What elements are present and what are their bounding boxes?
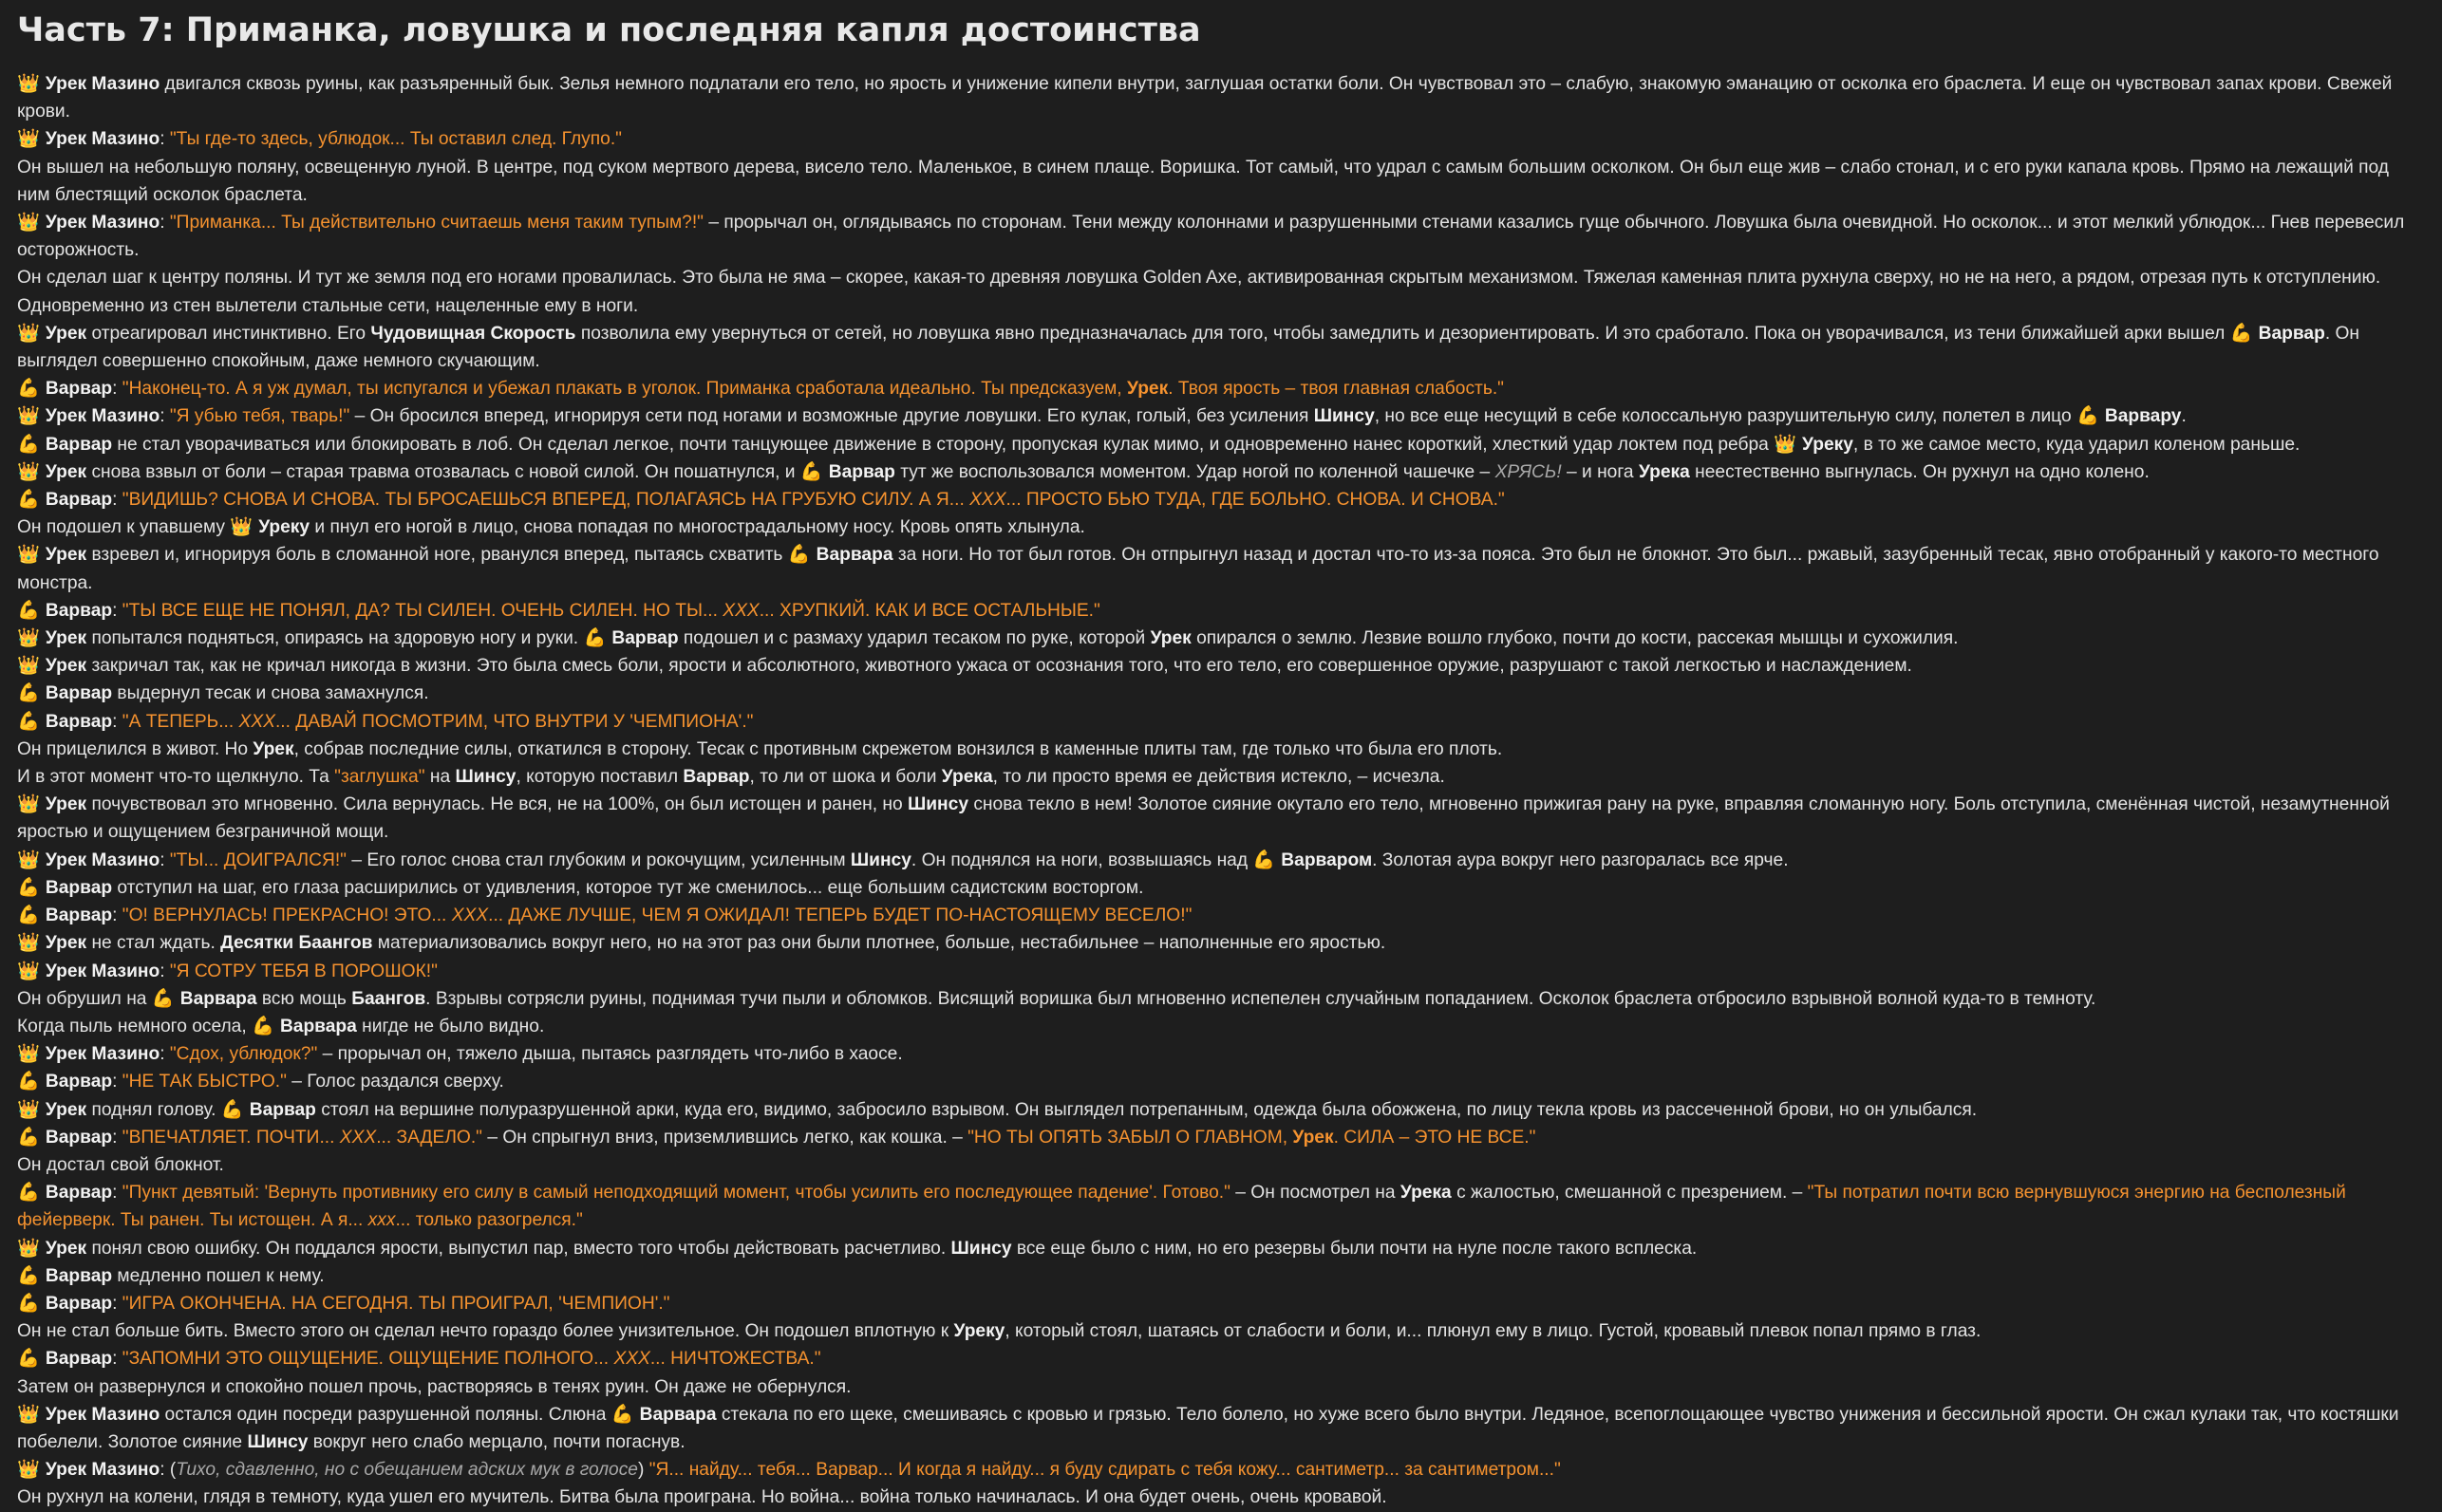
character-name: Варвар: [611, 628, 679, 649]
character-name: Урек: [1150, 628, 1192, 649]
character-name: Варвар: [45, 877, 113, 898]
narration-text: . Взрывы сотрясли руины, поднимая тучи пыли и обломков. Висящий воришка был мгновенно испепелен случайным попаданием. Осколок браслета отбросило взрывной волной куда-то в темноту.: [425, 988, 2096, 1009]
crown-icon: 👑: [17, 323, 40, 344]
narration-text: :: [160, 213, 170, 233]
narration-text: ): [637, 1460, 649, 1481]
story-paragraph: [17, 1262, 2425, 1290]
dialogue-quote-emphasis: ХХХ: [723, 600, 760, 621]
narration-text: :: [112, 1293, 122, 1314]
story-paragraph: [17, 1345, 2425, 1372]
narration-text: поднял голову.: [86, 1099, 221, 1120]
story-paragraph: [17, 929, 2425, 957]
character-name: Варвар: [45, 1349, 113, 1370]
character-name: Варвар: [45, 379, 113, 400]
narration-text: , в то же самое место, куда ударил коленом раньше.: [1852, 434, 2301, 455]
narration-text: :: [112, 1183, 122, 1204]
story-paragraph: [17, 625, 2425, 652]
dialogue-quote: "Я убью тебя, тварь!": [169, 406, 350, 427]
flexed-biceps-icon: 💪: [151, 988, 175, 1009]
narration-text: стекала по его щеке, смешиваясь с кровью и грязью. Тело болело, но хуже всего было внутри. Ледяное, всепоглощающее чувство унижения и бессильной ярости. Он сжал кулаки так, что костяшки побелели. Золотое сияние: [17, 1404, 2399, 1452]
flexed-biceps-icon: 💪: [17, 1072, 40, 1092]
story-paragraph: [17, 431, 2425, 458]
dialogue-quote: "А ТЕПЕРЬ...: [122, 711, 239, 732]
story-paragraph: [17, 70, 2425, 125]
character-name: Варвар: [45, 711, 113, 732]
dialogue-quote: ... ДАВАЙ ПОСМОТРИМ, ЧТО ВНУТРИ У 'ЧЕМПИОНА'.": [274, 711, 754, 732]
character-name: Урек Мазино: [45, 74, 160, 94]
narration-text: опирался о землю. Лезвие вошло глубоко, почти до кости, рассекая мышцы и сухожилия.: [1191, 628, 1959, 649]
narration-text: Он вышел на небольшую поляну, освещенную луной. В центре, под суком мертвого дерева, висело тело. Маленькое, в синем плаще. Воришка. Тот самый, что удрал с самым большим осколком. Он был еще жив – слабо стонал, и с его руки капала кровь. Прямо на лежащий под ним блестящий осколок браслета.: [17, 157, 2389, 205]
narration-text: – и нога: [1561, 461, 1639, 482]
dialogue-quote: "ТЫ... ДОИГРАЛСЯ!": [169, 849, 347, 870]
character-name: Шинсу: [247, 1431, 309, 1452]
dialogue-quote-emphasis: ХХХ: [613, 1349, 650, 1370]
story-paragraph: [17, 1373, 2425, 1401]
story-paragraph: [17, 1179, 2425, 1234]
flexed-biceps-icon: 💪: [17, 434, 40, 455]
narration-text: не стал уворачиваться или блокировать в лоб. Он сделал легкое, почти танцующее движение в сторону, пропуская кулак мимо, и одновременно нанес короткий, хлесткий удар локтем под ребра: [112, 434, 1775, 455]
story-paragraph: [17, 513, 2425, 541]
story-paragraph: [17, 958, 2425, 985]
narration-text: Он прицелился в живот. Но: [17, 738, 254, 759]
character-name: Урек Мазино: [45, 1460, 160, 1481]
character-name: Варвар: [249, 1099, 316, 1120]
character-name: Баангов: [351, 988, 426, 1009]
dialogue-quote-emphasis: ххх: [367, 1210, 396, 1231]
narration-text: , то ли от шока и боли: [749, 767, 942, 788]
dialogue-quote: "ВИДИШЬ? СНОВА И СНОВА. ТЫ БРОСАЕШЬСЯ ВПЕРЕД, ПОЛАГАЯСЬ НА ГРУБУЮ СИЛУ. А Я...: [122, 490, 970, 511]
character-name: Варвар: [45, 1293, 113, 1314]
narration-text: почувствовал это мгновенно. Сила вернулась. Не вся, не на 100%, он был истощен и ранен, но: [86, 794, 908, 815]
narration-text: .: [2181, 406, 2187, 427]
character-name: Урек Мазино: [45, 1404, 160, 1425]
crown-icon: 👑: [17, 1460, 40, 1481]
story-paragraph: [17, 541, 2425, 596]
story-paragraph: [17, 1290, 2425, 1317]
crown-icon: 👑: [17, 406, 40, 427]
narration-text: :: [160, 1044, 170, 1065]
story-paragraph: [17, 680, 2425, 707]
crown-icon: 👑: [17, 794, 40, 815]
flexed-biceps-icon: 💪: [17, 1127, 40, 1148]
narration-text: Он рухнул на колени, глядя в темноту, куда ушел его мучитель. Битва была проиграна. Но война... война только начиналась. И она будет очень, очень кровавой.: [17, 1487, 1387, 1508]
character-name: Урек: [45, 794, 87, 815]
dialogue-quote: ... ПРОСТО БЬЮ ТУДА, ГДЕ БОЛЬНО. СНОВА. И СНОВА.": [1005, 490, 1505, 511]
story-paragraph: [17, 736, 2425, 763]
story-paragraph: [17, 402, 2425, 430]
narration-text: тут же воспользовался моментом. Удар ногой по коленной чашечке –: [894, 461, 1495, 482]
crown-icon: 👑: [17, 656, 40, 677]
story-paragraph: [17, 763, 2425, 791]
narration-text: :: [112, 490, 122, 511]
character-name: Урек Мазино: [45, 129, 160, 150]
narration-text: :: [112, 905, 122, 926]
narration-text: подошел и с размаху ударил тесаком по руке, которой: [678, 628, 1151, 649]
flexed-biceps-icon: 💪: [610, 1404, 634, 1425]
character-name: Урека: [941, 767, 993, 788]
narration-text: двигался сквозь руины, как разъяренный бык. Зелья немного подлатали его тело, но ярость и унижение кипели внутри, заглушая остатки боли. Он чувствовал это – слабую, знакомую эманацию от осколка его браслета. И еще он чувствовал запах крови. Свежей крови.: [17, 74, 2393, 122]
narration-text: Затем он развернулся и спокойно пошел прочь, растворяясь в тенях руин. Он даже не обернулся.: [17, 1376, 852, 1397]
crown-icon: 👑: [17, 129, 40, 150]
story-paragraph: [17, 902, 2425, 929]
narration-text: снова взвыл от боли – старая травма отозвалась с новой силой. Он пошатнулся, и: [86, 461, 800, 482]
character-name: Варвар: [683, 767, 750, 788]
narration-text: Когда пыль немного осела,: [17, 1016, 253, 1036]
narration-text: Он сделал шаг к центру поляны. И тут же земля под его ногами провалилась. Это была не яма – скорее, какая-то древняя ловушка Golden Axe, активированная скрытым механизмом. Тяжелая каменная плита рухнула сверху, но не на него, а рядом, отрезая путь к отступлению. Одновременно из стен вылетели стальные сети, нацеленные ему в ноги.: [17, 268, 2381, 316]
story-paragraph: [17, 1401, 2425, 1456]
narration-text: – прорычал он, тяжело дыша, пытаясь разглядеть что-либо в хаосе.: [317, 1044, 903, 1065]
dialogue-quote-name: Урек: [1292, 1127, 1334, 1148]
dialogue-quote: ... только разогрелся.": [395, 1210, 583, 1231]
dialogue-quote: "Ты где-то здесь, ублюдок... Ты оставил след. Глупо.": [169, 129, 622, 150]
narration-text: , которую поставил: [516, 767, 684, 788]
flexed-biceps-icon: 💪: [17, 1265, 40, 1286]
character-name: Варваром: [1281, 849, 1373, 870]
crown-icon: 👑: [230, 517, 254, 538]
story-paragraph: [17, 847, 2425, 874]
narration-text: :: [112, 1072, 122, 1092]
narration-text: :: [112, 1349, 122, 1370]
story-paragraph: [17, 1235, 2425, 1262]
dialogue-quote: "О! ВЕРНУЛАСЬ! ПРЕКРАСНО! ЭТО...: [122, 905, 452, 926]
narration-text: . Золотая аура вокруг него разгоралась все ярче.: [1372, 849, 1789, 870]
flexed-biceps-icon: 💪: [17, 1183, 40, 1204]
crown-icon: 👑: [17, 1238, 40, 1259]
dialogue-quote: ... НИЧТОЖЕСТВА.": [649, 1349, 821, 1370]
flexed-biceps-icon: 💪: [17, 711, 40, 732]
narration-text: – прорычал он, оглядываясь по сторонам. Тени между колоннами и разрушенными стенами казались гуще обычного. Ловушка была очевидной. Но осколок... и этот мелкий ублюдок... Гнев перевесил осторожность.: [17, 213, 2405, 261]
dialogue-quote: . Твоя ярость – твоя главная слабость.": [1168, 379, 1504, 400]
dialogue-quote: "ВПЕЧАТЛЯЕТ. ПОЧТИ...: [122, 1127, 340, 1148]
story-paragraph: [17, 375, 2425, 402]
character-name: Уреку: [953, 1321, 1005, 1342]
crown-icon: 👑: [17, 545, 40, 566]
narration-text: :: [112, 1127, 122, 1148]
narration-text: на: [424, 767, 456, 788]
character-name: Варвар: [45, 434, 113, 455]
character-name: Урек: [45, 545, 87, 566]
narration-text: закричал так, как не кричал никогда в жизни. Это была смесь боли, ярости и абсолютного, животного ужаса от осознания того, что его тело, его совершенное оружие, разрушают с такой легкостью и наслаждением.: [86, 656, 1912, 677]
character-name: Урек: [45, 933, 87, 954]
character-name: Шинсу: [907, 794, 968, 815]
story-paragraph: [17, 985, 2425, 1013]
story-paragraph: [17, 320, 2425, 375]
story-text: [17, 70, 2425, 1512]
story-paragraph: [17, 154, 2425, 209]
character-name: Урек Мазино: [45, 1044, 160, 1065]
narration-text: – Он спрыгнул вниз, приземлившись легко, как кошка. –: [482, 1127, 968, 1148]
dialogue-quote: "ИГРА ОКОНЧЕНА. НА СЕГОДНЯ. ТЫ ПРОИГРАЛ, 'ЧЕМПИОН'.": [122, 1293, 670, 1314]
story-paragraph: [17, 1484, 2425, 1511]
dialogue-quote: "ТЫ ВСЕ ЕЩЕ НЕ ПОНЯЛ, ДА? ТЫ СИЛЕН. ОЧЕНЬ СИЛЕН. НО ТЫ...: [122, 600, 723, 621]
character-name: Уреку: [258, 517, 310, 538]
story-paragraph: [17, 791, 2425, 846]
character-name: Варвар: [45, 1127, 113, 1148]
flexed-biceps-icon: 💪: [17, 1293, 40, 1314]
crown-icon: 👑: [17, 461, 40, 482]
crown-icon: 👑: [17, 933, 40, 954]
crown-icon: 👑: [17, 1099, 40, 1120]
narration-text: :: [112, 711, 122, 732]
character-name: Варвара: [179, 988, 257, 1009]
character-name: Урек Мазино: [45, 213, 160, 233]
narration-text: – Он бросился вперед, игнорируя сети под ногами и возможные другие ловушки. Его кулак, голый, без усиления: [349, 406, 1314, 427]
narration-text: , собрав последние силы, откатился в сторону. Тесак с противным скрежетом вонзился в каменные плиты там, где только что была его плоть.: [293, 738, 1503, 759]
dialogue-quote-emphasis: ХХХ: [451, 905, 489, 926]
character-name: Десятки Баангов: [220, 933, 373, 954]
narration-text: выдернул тесак и снова замахнулся.: [112, 683, 429, 704]
story-paragraph: [17, 1096, 2425, 1124]
narration-text: – Голос раздался сверху.: [286, 1072, 504, 1092]
character-name: Варвар: [45, 1183, 113, 1204]
narration-text: материализовались вокруг него, но на этот раз они были плотнее, больше, нестабильнее – наполненные его яростью.: [372, 933, 1386, 954]
story-paragraph: [17, 486, 2425, 513]
character-name: Урека: [1399, 1183, 1452, 1204]
crown-icon: 👑: [17, 74, 40, 94]
narration-text: неестественно выгнулась. Он рухнул на одно колено.: [1689, 461, 2150, 482]
narration-text: , то ли просто время ее действия истекло, – исчезла.: [992, 767, 1445, 788]
character-name: Варвара: [639, 1404, 717, 1425]
flexed-biceps-icon: 💪: [252, 1016, 274, 1036]
story-paragraph: [17, 1456, 2425, 1484]
character-name: Урек: [45, 461, 87, 482]
narration-text: попытался подняться, опираясь на здоровую ногу и руки.: [86, 628, 584, 649]
character-name: Варвар: [45, 683, 113, 704]
narration-text: – Его голос снова стал глубоким и рокочущим, усиленным: [347, 849, 851, 870]
character-name: Урека: [1638, 461, 1690, 482]
narration-text: снова текло в нем! Золотое сияние окутало его тело, мгновенно прижигая рану на руке, вправляя сломанную ногу. Боль отступила, сменённая чистой, незамутненной яростью и ощущением безграничной мощи.: [17, 794, 2390, 843]
flexed-biceps-icon: 💪: [2229, 323, 2253, 344]
story-paragraph: [17, 458, 2425, 486]
character-name: Варвар: [45, 600, 113, 621]
dialogue-quote: "Приманка... Ты действительно считаешь меня таким тупым?!": [169, 213, 704, 233]
flexed-biceps-icon: 💪: [17, 490, 40, 511]
story-paragraph: [17, 209, 2425, 264]
character-name: Урек: [45, 323, 87, 344]
narration-text: и пнул его ногой в лицо, снова попадая по многострадальному носу. Кровь опять хлынула.: [310, 517, 1085, 538]
character-name: Уреку: [1802, 434, 1853, 455]
character-name: Урек: [45, 628, 87, 649]
dialogue-quote: "Пункт девятый: 'Вернуть противнику его силу в самый неподходящий момент, чтобы усилить его последующее падение'. Готово.": [122, 1183, 1230, 1204]
flexed-biceps-icon: 💪: [787, 545, 811, 566]
dialogue-quote: "Сдох, ублюдок?": [169, 1044, 318, 1065]
story-paragraph: [17, 1151, 2425, 1179]
story-paragraph: [17, 125, 2425, 153]
crown-icon: 👑: [17, 628, 40, 649]
narration-text: с жалостью, смешанной с презрением. –: [1451, 1183, 1808, 1204]
dialogue-quote: "ЗАПОМНИ ЭТО ОЩУЩЕНИЕ. ОЩУЩЕНИЕ ПОЛНОГО...: [122, 1349, 614, 1370]
character-name: Чудовищная Скорость: [370, 323, 576, 344]
dialogue-quote: "НО ТЫ ОПЯТЬ ЗАБЫЛ О ГЛАВНОМ,: [967, 1127, 1293, 1148]
story-paragraph: [17, 597, 2425, 625]
character-name: Варвар: [828, 461, 895, 482]
narration-text: :: [112, 600, 122, 621]
narration-text: Он подошел к упавшему: [17, 517, 231, 538]
flexed-biceps-icon: 💪: [583, 628, 607, 649]
dialogue-quote: . СИЛА – ЭТО НЕ ВСЕ.": [1333, 1127, 1536, 1148]
narration-text: всю мощь: [256, 988, 352, 1009]
dialogue-quote: "Наконец-то. А я уж думал, ты испугался и убежал плакать в уголок. Приманка сработала идеально. Ты предсказуем,: [122, 379, 1127, 400]
narration-text: за ноги. Но тот был готов. Он отпрыгнул назад и достал что-то из-за пояса. Это был не блокнот. Это был... ржавый, зазубренный тесак, явно отобранный у какого-то местного монстра.: [17, 545, 2379, 593]
story-paragraph: [17, 652, 2425, 680]
crown-icon: 👑: [17, 849, 40, 870]
character-name: Варвара: [816, 545, 893, 566]
flexed-biceps-icon: 💪: [220, 1099, 244, 1120]
narration-text: отступил на шаг, его глаза расширились от удивления, которое тут же сменилось... еще большим садистским восторгом.: [112, 877, 1144, 898]
narration-text: позволила ему увернуться от сетей, но ловушка явно предназначалась для того, чтобы замедлить и дезориентировать. И это сработало. Пока он уворачивался, из тени ближайшей арки вышел: [575, 323, 2230, 344]
crown-icon: 👑: [1774, 434, 1797, 455]
story-paragraph: [17, 1317, 2425, 1345]
flexed-biceps-icon: 💪: [799, 461, 823, 482]
story-paragraph: [17, 874, 2425, 902]
narration-text: нигде не было видно.: [356, 1016, 545, 1036]
character-name: Урек Мазино: [45, 849, 160, 870]
sound-or-stage-direction: ХРЯСЬ!: [1494, 461, 1562, 482]
sound-or-stage-direction: Тихо, сдавленно, но с обещанием адских мук в голосе: [176, 1460, 638, 1481]
character-name: Варвара: [279, 1016, 357, 1036]
character-name: Шинсу: [850, 849, 911, 870]
dialogue-quote-emphasis: ХХХ: [339, 1127, 377, 1148]
dialogue-quote: "Я СОТРУ ТЕБЯ В ПОРОШОК!": [169, 961, 438, 981]
story-paragraph: [17, 708, 2425, 736]
narration-text: Он обрушил на: [17, 988, 152, 1009]
flexed-biceps-icon: 💪: [2076, 406, 2099, 427]
story-paragraph: [17, 1068, 2425, 1095]
flexed-biceps-icon: 💪: [17, 379, 40, 400]
character-name: Шинсу: [950, 1238, 1012, 1259]
narration-text: :: [160, 129, 170, 150]
dialogue-quote-name: Урек: [1126, 379, 1169, 400]
narration-text: не стал ждать.: [86, 933, 221, 954]
narration-text: медленно пошел к нему.: [112, 1265, 325, 1286]
narration-text: :: [160, 849, 170, 870]
character-name: Шинсу: [1313, 406, 1375, 427]
story-paragraph: [17, 264, 2425, 319]
character-name: Урек: [45, 1238, 87, 1259]
flexed-biceps-icon: 💪: [17, 905, 40, 926]
narration-text: : (: [160, 1460, 177, 1481]
narration-text: отреагировал инстинктивно. Его: [86, 323, 371, 344]
dialogue-quote-emphasis: ХХХ: [238, 711, 275, 732]
character-name: Варвар: [45, 490, 113, 511]
narration-text: – Он посмотрел на: [1230, 1183, 1400, 1204]
narration-text: :: [160, 406, 170, 427]
character-name: Урек: [45, 656, 87, 677]
dialogue-quote: "Я... найду... тебя... Варвар... И когда я найду... я буду сдирать с тебя кожу... сантиметр... за сантиметром...": [648, 1460, 1561, 1481]
character-name: Урек Мазино: [45, 961, 160, 981]
narration-text: И в этот момент что-то щелкнуло. Та: [17, 767, 335, 788]
narration-text: Он достал свой блокнот.: [17, 1154, 224, 1175]
crown-icon: 👑: [17, 961, 40, 981]
narration-text: :: [112, 379, 122, 400]
dialogue-quote: ... ЗАДЕЛО.": [376, 1127, 482, 1148]
dialogue-quote: ... ХРУПКИЙ. КАК И ВСЕ ОСТАЛЬНЫЕ.": [759, 600, 1100, 621]
flexed-biceps-icon: 💪: [17, 683, 40, 704]
character-name: Урек Мазино: [45, 406, 160, 427]
narration-text: , но все еще несущий в себе колоссальную разрушительную силу, полетел в лицо: [1374, 406, 2076, 427]
dialogue-quote: "НЕ ТАК БЫСТРО.": [122, 1072, 287, 1092]
crown-icon: 👑: [17, 1404, 40, 1425]
story-paragraph: [17, 1040, 2425, 1068]
narration-text: все еще было с ним, но его резервы были почти на нуле после такого всплеска.: [1011, 1238, 1698, 1259]
flexed-biceps-icon: 💪: [1252, 849, 1276, 870]
character-name: Варвар: [45, 905, 113, 926]
narration-text: Он не стал больше бить. Вместо этого он сделал нечто гораздо более унизительное. Он подошел вплотную к: [17, 1321, 954, 1342]
character-name: Шинсу: [455, 767, 517, 788]
narration-text: остался один посреди разрушенной поляны. Слюна: [160, 1404, 611, 1425]
story-paragraph: [17, 1013, 2425, 1040]
narration-text: :: [160, 961, 170, 981]
character-name: Варвар: [45, 1072, 113, 1092]
narration-text: . Он выглядел совершенно спокойным, даже немного скучающим.: [17, 323, 2359, 372]
dialogue-quote-emphasis: ХХХ: [969, 490, 1006, 511]
character-name: Урек: [45, 1099, 87, 1120]
narration-text: понял свою ошибку. Он поддался ярости, выпустил пар, вместо того чтобы действовать расчетливо.: [86, 1238, 951, 1259]
character-name: Варвару: [2104, 406, 2182, 427]
narration-text: взревел и, игнорируя боль в сломанной ноге, рванулся вперед, пытаясь схватить: [86, 545, 788, 566]
flexed-biceps-icon: 💪: [17, 1349, 40, 1370]
dialogue-quote: ... ДАЖЕ ЛУЧШЕ, ЧЕМ Я ОЖИДАЛ! ТЕПЕРЬ БУДЕТ ПО-НАСТОЯЩЕМУ ВЕСЕЛО!": [488, 905, 1193, 926]
character-name: Варвар: [45, 1265, 113, 1286]
narration-text: стоял на вершине полуразрушенной арки, куда его, видимо, забросило взрывом. Он выглядел потрепанным, одежда была обожжена, по лицу текла кровь из рассеченной брови, но он улыбался.: [315, 1099, 1978, 1120]
flexed-biceps-icon: 💪: [17, 877, 40, 898]
flexed-biceps-icon: 💪: [17, 600, 40, 621]
dialogue-quote: "Ты потратил почти всю вернувшуюся энергию на бесполезный фейерверк. Ты ранен. Ты истощен. А я...: [17, 1183, 2346, 1231]
narration-text: вокруг него слабо мерцало, почти погаснув.: [308, 1431, 686, 1452]
crown-icon: 👑: [17, 213, 40, 233]
narration-text: . Он поднялся на ноги, возвышаясь над: [911, 849, 1253, 870]
page-title: Часть 7: Приманка, ловушка и последняя капля достоинства: [17, 11, 1201, 49]
crown-icon: 👑: [17, 1044, 40, 1065]
character-name: Урек: [253, 738, 294, 759]
character-name: Варвар: [2258, 323, 2325, 344]
narration-text: , который стоял, шатаясь от слабости и боли, и... плюнул ему в лицо. Густой, кровавый плевок попал прямо в глаз.: [1005, 1321, 1982, 1342]
story-paragraph: [17, 1124, 2425, 1151]
dialogue-quote: "заглушка": [334, 767, 425, 788]
